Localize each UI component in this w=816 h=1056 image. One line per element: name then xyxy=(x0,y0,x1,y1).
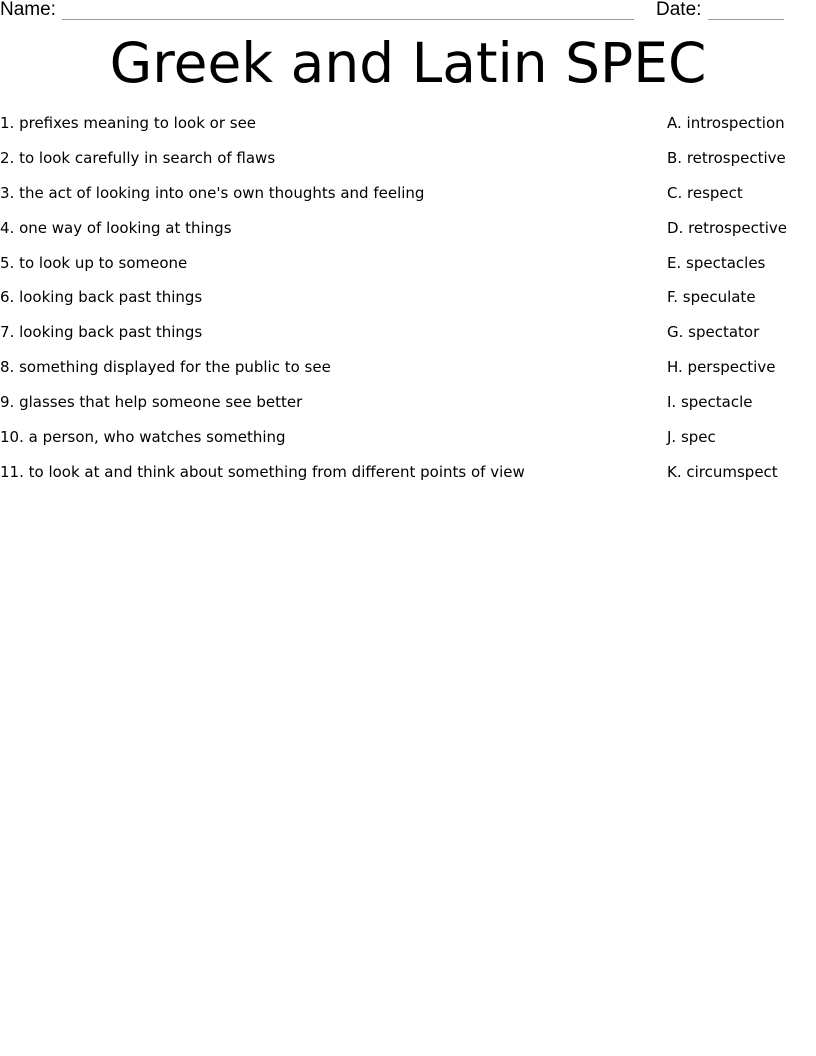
clue-item: 7. looking back past things xyxy=(0,323,203,342)
answer-item: F. speculate xyxy=(667,288,756,307)
answer-item: J. spec xyxy=(667,428,716,447)
date-blank-line xyxy=(708,19,784,20)
answer-item: D. retrospective xyxy=(667,218,788,237)
clue-item: 9. glasses that help someone see better xyxy=(0,393,303,412)
clue-item: 10. a person, who watches something xyxy=(0,428,286,447)
answer-item: E. spectacles xyxy=(667,253,766,272)
answer-item: K. circumspect xyxy=(667,462,778,481)
clue-item: 11. to look at and think about something from different points of view xyxy=(0,462,525,481)
clue-item: 3. the act of looking into one's own thoughts and feeling xyxy=(0,183,425,202)
clue-item: 8. something displayed for the public to see xyxy=(0,358,331,377)
answer-item: H. perspective xyxy=(667,358,776,377)
answer-item: B. retrospective xyxy=(667,148,786,167)
answer-item: C. respect xyxy=(667,183,743,202)
answer-item: A. introspection xyxy=(667,114,785,132)
page-title: Greek and Latin SPEC xyxy=(109,31,707,95)
answer-item: G. spectator xyxy=(667,323,760,342)
clue-item: 4. one way of looking at things xyxy=(0,218,232,237)
clue-item: 2. to look carefully in search of flaws xyxy=(0,148,276,167)
date-label: Date: xyxy=(656,0,702,20)
clue-item: 5. to look up to someone xyxy=(0,253,188,272)
name-blank-line xyxy=(62,19,634,20)
worksheet-header xyxy=(0,0,816,22)
answer-list xyxy=(667,113,816,497)
clue-item: 6. looking back past things xyxy=(0,288,203,307)
clue-list xyxy=(0,113,640,497)
clue-item: 1. prefixes meaning to look or see xyxy=(0,114,257,132)
name-label: Name: xyxy=(0,0,56,20)
answer-item: I. spectacle xyxy=(667,393,753,412)
